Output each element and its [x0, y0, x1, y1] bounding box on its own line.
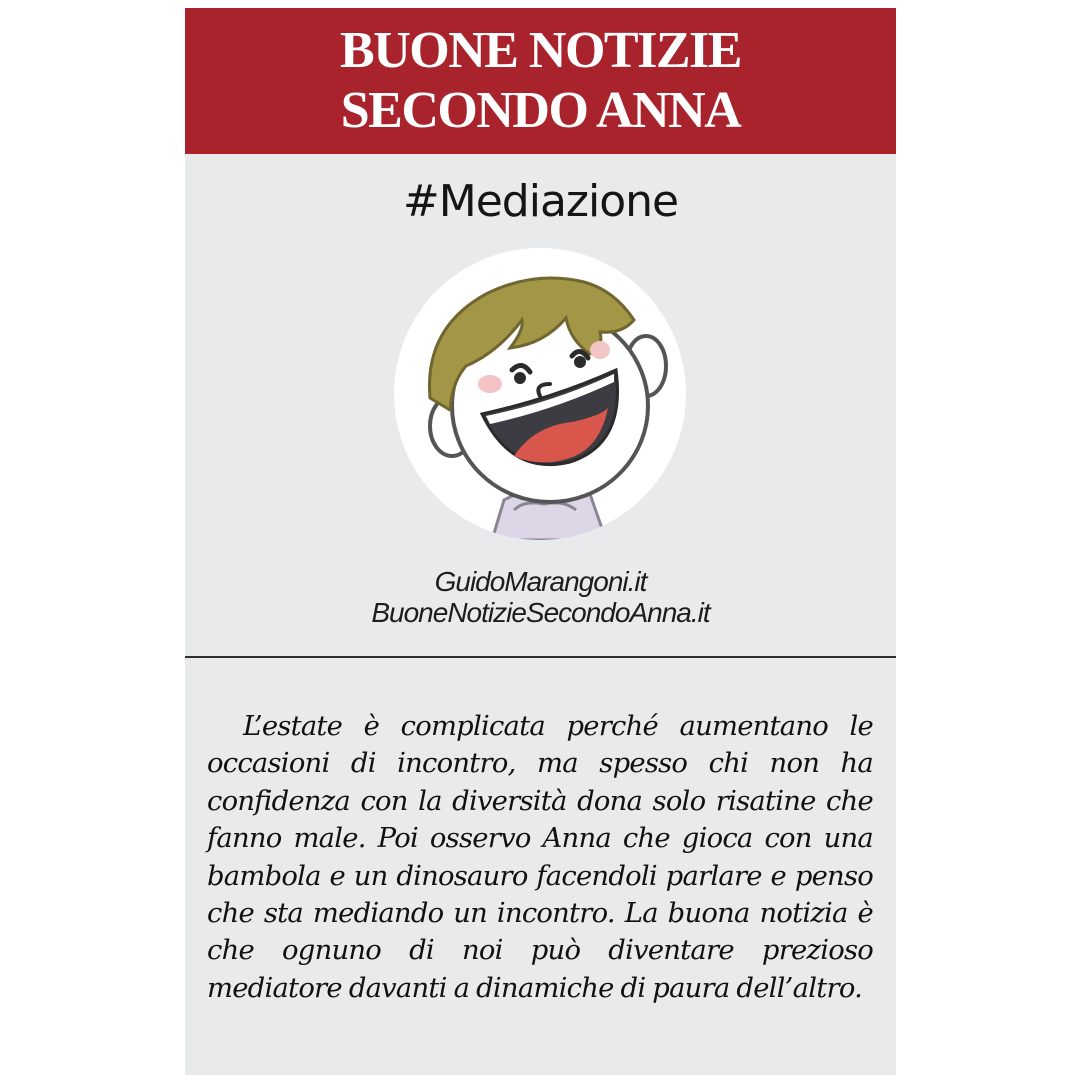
- left-eye: [514, 372, 526, 384]
- website-links: [185, 566, 896, 628]
- smiling-child-avatar-icon: [394, 248, 686, 540]
- banner-title-line-1: BUONE NOTIZIE: [340, 22, 741, 79]
- column-card: [185, 8, 896, 1075]
- header-banner: [185, 8, 896, 154]
- right-eye: [574, 356, 586, 368]
- article-body: L’estate è complicata perché aumentano le occasioni di incontro, ma spesso chi non ha confidenza con la diversità dona solo risatine che fanno male. Poi osservo Anna che gioca con una bambola e un dinosauro facendoli parlare e penso che sta mediando un incontro. La buona notizia è che ognuno di noi può diventare prezioso mediatore davanti a dinamiche di paura dell’altro.: [207, 711, 873, 1004]
- hashtag-title: #Mediazione: [402, 176, 679, 227]
- section-divider: [185, 656, 896, 658]
- website-link-buonenotizie[interactable]: BuoneNotizieSecondoAnna.it: [371, 597, 710, 628]
- website-link-guidomarangoni[interactable]: GuidoMarangoni.it: [434, 566, 647, 597]
- banner-title-line-2: SECONDO ANNA: [340, 82, 741, 139]
